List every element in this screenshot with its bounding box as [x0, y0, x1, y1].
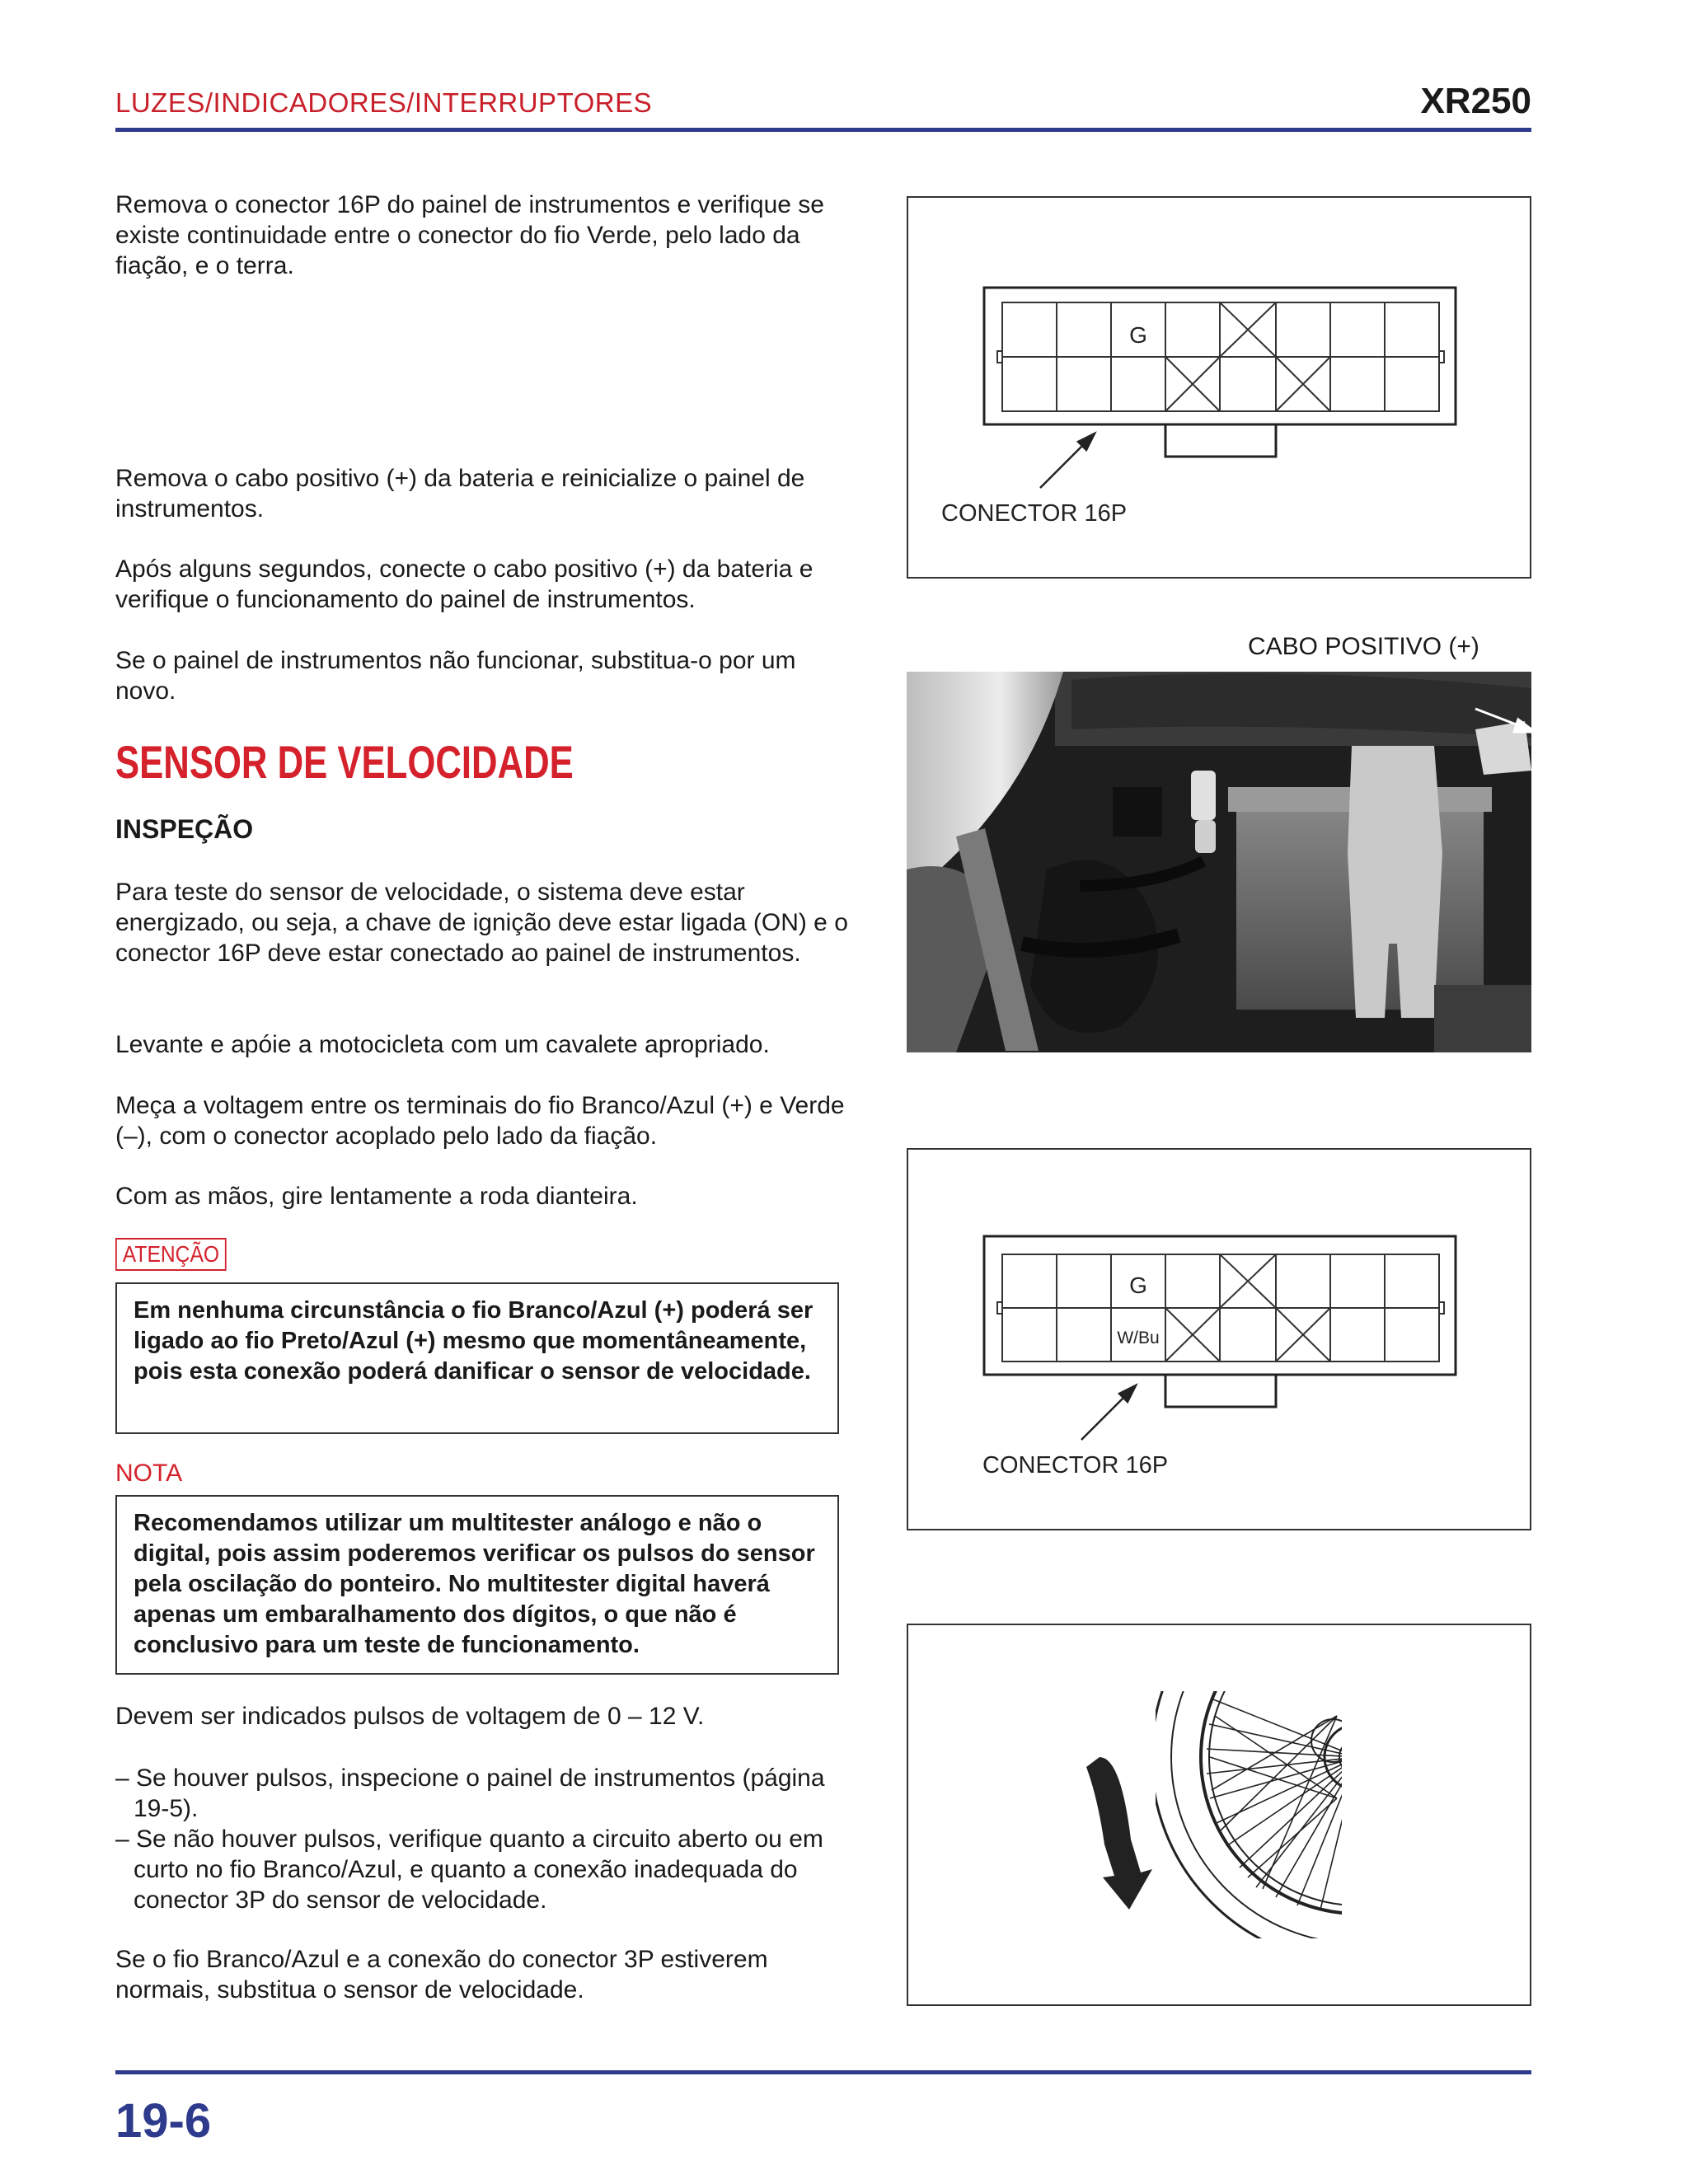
- paragraph-rotate-wheel: Com as mãos, gire lentamente a roda dianteira.: [115, 1183, 638, 1210]
- footer-rule: [115, 2070, 1531, 2074]
- list-item: – Se houver pulsos, inspecione o painel de instrumentos (página 19-5).: [115, 1765, 825, 1822]
- figure-connector-16p-wbu: [907, 1148, 1531, 1530]
- attention-box: Em nenhuma circunstância o fio Branco/Azul (+) poderá ser ligado ao fio Preto/Azul (+) mesmo que momentâneamente, pois esta conexão poderá danificar o sensor de velocidade.: [115, 1282, 839, 1434]
- paragraph-stand: Levante e apóie a motocicleta com um cavalete apropriado.: [115, 1031, 770, 1058]
- paragraph-reconnect: Após alguns segundos, conecte o cabo positivo (+) da bateria e verifique o funcionamento do painel de instrumentos.: [115, 555, 814, 613]
- pin-label-wbu: W/Bu: [1117, 1329, 1160, 1347]
- connector-label: CONECTOR 16P: [941, 500, 1128, 527]
- pin-label-g: G: [1129, 1272, 1147, 1298]
- paragraph-replace-sensor: Se o fio Branco/Azul e a conexão do conector 3P estiverem normais, substitua o sensor de velocidade.: [115, 1946, 768, 2004]
- figure-wheel-rotation: [907, 1624, 1531, 2006]
- page-number: 19-6: [115, 2094, 212, 2148]
- wheel-diagram: [908, 1625, 1533, 2008]
- sub-title: INSPEÇÃO: [115, 814, 254, 844]
- paragraph-replace-panel: Se o painel de instrumentos não funcionar, substitua-o por um novo.: [115, 647, 796, 705]
- connector-label: CONECTOR 16P: [982, 1452, 1169, 1479]
- connector-diagram-wbu: [908, 1150, 1533, 1532]
- connector-diagram: [908, 198, 1533, 580]
- paragraph-continuity: Remova o conector 16P do painel de instrumentos e verifique se existe continuidade entre o conector do fio Verde, pelo lado da fiação, e o terra.: [115, 191, 824, 279]
- figure-connector-16p: [907, 196, 1531, 579]
- battery-photo-image: [907, 672, 1531, 1052]
- paragraph-remove-cable: Remova o cabo positivo (+) da bateria e reinicialize o painel de instrumentos.: [115, 465, 805, 523]
- section-header: LUZES/INDICADORES/INTERRUPTORES: [115, 87, 653, 118]
- section-title: SENSOR DE VELOCIDADE: [115, 736, 574, 788]
- model-name: XR250: [1420, 81, 1531, 121]
- paragraph-measure: Meça a voltagem entre os terminais do fio Branco/Azul (+) e Verde (–), com o conector acoplado pelo lado da fiação.: [115, 1092, 845, 1150]
- attention-label: ATENÇÃO: [115, 1238, 227, 1271]
- paragraph-test-conditions: Para teste do sensor de velocidade, o sistema deve estar energizado, ou seja, a chave de ignição deve estar ligada (ON) e o conector 16P deve estar conectado ao painel de instrumentos.: [115, 879, 848, 967]
- header-rule: [115, 128, 1531, 132]
- note-box: Recomendamos utilizar um multitester análogo e não o digital, pois assim poderemos verificar os pulsos do sensor pela oscilação do ponteiro. No multitester digital haverá apenas um embaralhamento dos dígitos, o que não é conclusivo para um teste de funcionamento.: [115, 1495, 839, 1675]
- note-label: NOTA: [115, 1460, 183, 1487]
- pin-label-g: G: [1129, 322, 1147, 348]
- list-item: – Se não houver pulsos, verifique quanto a circuito aberto ou em curto no fio Branco/Azul, e quanto a conexão inadequada do conector 3P do sensor de velocidade.: [115, 1825, 823, 1914]
- battery-photo: [907, 672, 1531, 1052]
- paragraph-pulses: Devem ser indicados pulsos de voltagem de 0 – 12 V.: [115, 1703, 705, 1730]
- photo-label: CABO POSITIVO (+): [1248, 633, 1479, 660]
